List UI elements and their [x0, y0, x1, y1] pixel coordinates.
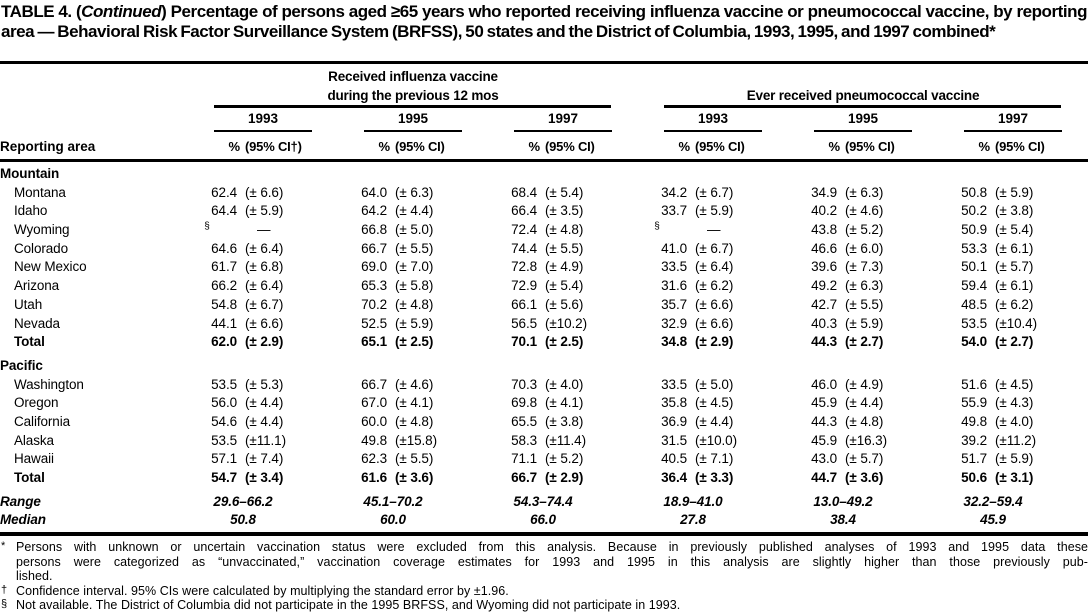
- table-row-montana: [0, 184, 1088, 203]
- percent-value: 62.0: [211, 334, 237, 350]
- percent-value: 40.3: [811, 315, 837, 331]
- confidence-interval: (± 4.6): [395, 376, 434, 392]
- percent-value: 34.2: [661, 184, 687, 200]
- table-header: [0, 61, 1088, 162]
- confidence-interval: (± 5.4): [995, 222, 1034, 238]
- confidence-interval: (± 4.5): [995, 376, 1034, 392]
- year-underline: [514, 130, 612, 132]
- footnote: [0, 584, 1088, 599]
- percent-value: 74.4: [511, 240, 537, 256]
- confidence-interval: (± 2.9): [245, 334, 284, 350]
- confidence-interval: (± 5.9): [395, 315, 434, 331]
- confidence-interval: (± 5.9): [695, 203, 734, 219]
- row-label: Washington: [14, 376, 84, 392]
- percent-column-header: %: [228, 139, 240, 154]
- percent-value: 60.0: [361, 413, 387, 429]
- stat-value: 29.6–66.2: [213, 493, 273, 509]
- confidence-interval: (± 6.6): [695, 296, 734, 312]
- influenza-group-line2: during the previous 12 mos: [327, 88, 499, 103]
- percent-value: 50.1: [961, 259, 987, 275]
- confidence-interval: (± 6.1): [995, 278, 1034, 294]
- confidence-interval: (± 5.0): [395, 222, 434, 238]
- percent-value: 34.9: [811, 184, 837, 200]
- confidence-interval: (± 5.7): [995, 259, 1034, 275]
- percent-value: 68.4: [511, 184, 537, 200]
- percent-value: 44.3: [811, 334, 837, 350]
- row-label: Total: [14, 334, 45, 350]
- percent-value: 36.4: [661, 470, 687, 485]
- percent-value: 31.5: [661, 432, 687, 448]
- table-row-total: [0, 333, 1088, 352]
- title-text-prefix: TABLE 4. (: [1, 2, 82, 21]
- confidence-interval: (± 5.9): [845, 315, 884, 331]
- confidence-interval: (± 2.7): [845, 334, 884, 350]
- confidence-interval: (± 6.2): [995, 296, 1034, 312]
- table-row-arizona: [0, 277, 1088, 296]
- confidence-interval: (± 6.0): [845, 240, 884, 256]
- footnotes: [0, 536, 1088, 613]
- percent-value: 59.4: [961, 278, 987, 294]
- year-underline: [814, 130, 912, 132]
- percent-value: 51.7: [961, 451, 987, 467]
- row-label: Idaho: [14, 203, 48, 219]
- percent-value: 70.2: [361, 296, 387, 312]
- percent-value: 71.1: [511, 451, 537, 467]
- year-underline: [364, 130, 462, 132]
- row-label: Montana: [14, 184, 66, 200]
- confidence-interval: (±11.2): [995, 432, 1036, 448]
- percent-value: 51.6: [961, 376, 987, 392]
- table-row-wyoming: [0, 221, 1088, 240]
- influenza-group-header: [188, 67, 638, 105]
- table-title: [0, 0, 1088, 61]
- confidence-interval: (± 4.1): [395, 395, 434, 411]
- confidence-interval: (± 4.8): [845, 413, 884, 429]
- stat-value: 27.8: [680, 512, 706, 528]
- year-header: 1995: [847, 111, 879, 126]
- confidence-interval: (± 3.6): [395, 470, 434, 485]
- row-label: Hawaii: [14, 451, 54, 467]
- confidence-interval: (± 6.1): [995, 240, 1034, 256]
- top-rule: [0, 61, 1088, 64]
- confidence-interval: (± 6.7): [695, 240, 734, 256]
- year-header: 1997: [997, 111, 1029, 126]
- stat-value: 60.0: [380, 512, 406, 528]
- percent-value: 35.7: [661, 296, 687, 312]
- footnote-line: Persons with unknown or uncertain vaccination status were excluded from this analysis. Because in previously published analyses of 1993 and 1995 data these: [16, 540, 1088, 555]
- confidence-interval: (± 5.2): [545, 451, 584, 467]
- confidence-interval: (± 4.0): [995, 413, 1034, 429]
- footnote-line: Confidence interval. 95% CIs were calculated by multiplying the standard error by ±1.96.: [16, 583, 509, 598]
- reporting-area-header: Reporting area: [0, 139, 96, 154]
- stat-value: 54.3–74.4: [513, 493, 573, 509]
- table-row-pacific: [0, 357, 1088, 376]
- percent-value: 33.5: [661, 376, 687, 392]
- percent-value: 31.6: [661, 278, 687, 294]
- ci-column-header: (95% CI): [695, 139, 745, 154]
- percent-value: 44.1: [211, 315, 237, 331]
- percent-value: 54.8: [211, 296, 237, 312]
- percent-value: 61.7: [211, 259, 237, 275]
- confidence-interval: (± 4.4): [695, 413, 734, 429]
- row-label: Pacific: [0, 357, 43, 373]
- percent-value: 41.0: [661, 240, 687, 256]
- percent-value: 54.6: [211, 413, 237, 429]
- stat-value: 38.4: [830, 512, 856, 528]
- confidence-interval: (± 7.3): [845, 259, 884, 275]
- row-label: California: [14, 413, 71, 429]
- confidence-interval: (± 5.4): [545, 278, 584, 294]
- ci-column-header: (95% CI): [995, 139, 1045, 154]
- confidence-interval: (± 5.5): [545, 240, 584, 256]
- confidence-interval: (± 5.5): [395, 451, 434, 467]
- confidence-interval: (± 4.8): [545, 222, 584, 238]
- percent-value: 33.7: [661, 203, 687, 219]
- confidence-interval: (± 5.3): [245, 376, 284, 392]
- percent-value: 56.5: [511, 315, 537, 331]
- confidence-interval: (±10.0): [695, 432, 737, 448]
- ci-column-header: (95% CI†): [245, 139, 302, 154]
- percent-value: 53.5: [211, 376, 237, 392]
- percent-value: 43.0: [811, 451, 837, 467]
- confidence-interval: (± 6.4): [245, 278, 284, 294]
- row-label: Median: [0, 512, 46, 528]
- percent-value: 61.6: [361, 470, 387, 485]
- percent-value: 45.9: [811, 395, 837, 411]
- percent-value: 53.5: [961, 315, 987, 331]
- year-header: 1993: [247, 111, 279, 126]
- confidence-interval: (± 2.5): [545, 334, 584, 350]
- percent-value: 33.5: [661, 259, 687, 275]
- percent-value: 39.2: [961, 432, 987, 448]
- percent-value: 66.7: [361, 240, 387, 256]
- confidence-interval: (± 6.8): [245, 259, 284, 275]
- percent-value: 70.1: [511, 334, 537, 350]
- row-label: Utah: [14, 296, 43, 312]
- ci-column-header: (95% CI): [845, 139, 895, 154]
- percent-value: 44.3: [811, 413, 837, 429]
- confidence-interval: (± 3.8): [995, 203, 1034, 219]
- continued-label: Continued: [81, 2, 162, 21]
- confidence-interval: (±15.8): [395, 432, 437, 448]
- percent-value: 48.5: [961, 296, 987, 312]
- row-label: Alaska: [14, 432, 54, 448]
- percent-value: 66.4: [511, 203, 537, 219]
- percent-value: 66.2: [211, 278, 237, 294]
- influenza-group-line1: Received influenza vaccine: [328, 69, 498, 84]
- percent-value: 66.7: [361, 376, 387, 392]
- percent-value: 72.8: [511, 259, 537, 275]
- percent-value: 72.4: [511, 222, 537, 238]
- confidence-interval: (± 5.9): [995, 451, 1034, 467]
- confidence-interval: (± 5.9): [245, 203, 284, 219]
- pneumococcal-group-line1: Ever received pneumococcal vaccine: [746, 88, 980, 103]
- table-row-oregon: [0, 394, 1088, 413]
- percent-value: 35.8: [661, 395, 687, 411]
- confidence-interval: (± 6.3): [395, 184, 434, 200]
- percent-value: 54.0: [961, 334, 987, 350]
- confidence-interval: (± 6.2): [695, 278, 734, 294]
- table-row-total: [0, 469, 1088, 488]
- confidence-interval: (± 4.1): [545, 395, 584, 411]
- row-label: Nevada: [14, 315, 60, 331]
- confidence-interval: (± 4.4): [395, 203, 434, 219]
- row-label: Arizona: [14, 278, 60, 294]
- table-row-hawaii: [0, 450, 1088, 469]
- percent-value: 50.6: [961, 470, 987, 485]
- percent-value: 72.9: [511, 278, 537, 294]
- influenza-group-underline: [214, 105, 611, 108]
- stat-value: 13.0–49.2: [813, 493, 873, 509]
- confidence-interval: (± 5.8): [395, 278, 434, 294]
- confidence-interval: (±10.2): [545, 315, 587, 331]
- confidence-interval: (± 2.9): [695, 334, 734, 350]
- confidence-interval: (± 4.4): [245, 413, 284, 429]
- confidence-interval: (± 6.6): [245, 184, 284, 200]
- pneumococcal-group-underline: [664, 105, 1061, 108]
- percent-value: 32.9: [661, 315, 687, 331]
- table-row-alaska: [0, 432, 1088, 451]
- stat-value: 66.0: [530, 512, 556, 528]
- confidence-interval: (± 6.6): [245, 315, 284, 331]
- confidence-interval: (± 5.7): [845, 451, 884, 467]
- ci-column-header: (95% CI): [545, 139, 595, 154]
- percent-value: 62.4: [211, 184, 237, 200]
- stat-value: 50.8: [230, 512, 256, 528]
- footnote-line: persons were categorized as “unvaccinated,” vaccination coverage estimates for 1993 and 1995 in this analysis are slightly higher than those previously pub-: [16, 554, 1088, 569]
- row-label: New Mexico: [14, 259, 87, 275]
- confidence-interval: (± 5.6): [545, 296, 584, 312]
- percent-value: 69.0: [361, 259, 387, 275]
- table-row-colorado: [0, 240, 1088, 259]
- percent-value: §: [204, 221, 210, 233]
- confidence-interval: —: [707, 222, 721, 238]
- table-row-nevada: [0, 315, 1088, 334]
- footnote-line: Not available. The District of Columbia did not participate in the 1995 BRFSS, and Wyoming did not participate in 1993.: [16, 598, 681, 613]
- percent-value: 65.3: [361, 278, 387, 294]
- footnote-marker: †: [1, 583, 8, 596]
- confidence-interval: (± 3.6): [845, 470, 884, 485]
- confidence-interval: (± 6.4): [695, 259, 734, 275]
- confidence-interval: (± 3.1): [995, 470, 1034, 485]
- confidence-interval: (± 2.7): [995, 334, 1034, 350]
- percent-value: 50.9: [961, 222, 987, 238]
- confidence-interval: (± 7.4): [245, 451, 284, 467]
- confidence-interval: (± 5.9): [995, 184, 1034, 200]
- year-header: 1993: [697, 111, 729, 126]
- table-row-california: [0, 413, 1088, 432]
- percent-value: 65.5: [511, 413, 537, 429]
- percent-value: 57.1: [211, 451, 237, 467]
- percent-value: 50.2: [961, 203, 987, 219]
- confidence-interval: (± 3.8): [545, 413, 584, 429]
- percent-value: 56.0: [211, 395, 237, 411]
- percent-value: 53.3: [961, 240, 987, 256]
- percent-value: 49.2: [811, 278, 837, 294]
- table-row-range: [0, 493, 1088, 512]
- confidence-interval: (± 4.8): [395, 296, 434, 312]
- row-label: Oregon: [14, 395, 59, 411]
- percent-value: 42.7: [811, 296, 837, 312]
- percent-value: 45.9: [811, 432, 837, 448]
- confidence-interval: (± 6.7): [245, 296, 284, 312]
- percent-value: 40.5: [661, 451, 687, 467]
- title-text: ) Percentage of persons aged ≥65 years who reported receiving influenza vaccine or pneumococcal vaccine, by reporting area — Behavioral Risk Factor Surveillance System (BRFSS), 50 states and the District of Columbia, 1993, 1995, and 1997 combined*: [1, 2, 1088, 41]
- percent-value: 49.8: [361, 432, 387, 448]
- percent-column-header: %: [378, 139, 390, 154]
- percent-value: 54.7: [211, 470, 237, 485]
- percent-value: 44.7: [811, 470, 837, 485]
- percent-value: 49.8: [961, 413, 987, 429]
- confidence-interval: (± 5.5): [845, 296, 884, 312]
- stat-value: 32.2–59.4: [963, 493, 1023, 509]
- percent-value: 64.4: [211, 203, 237, 219]
- confidence-interval: (± 6.6): [695, 315, 734, 331]
- confidence-interval: (± 2.9): [545, 470, 584, 485]
- table-row-idaho: [0, 202, 1088, 221]
- percent-value: 34.8: [661, 334, 687, 350]
- year-header: 1997: [547, 111, 579, 126]
- confidence-interval: (± 4.9): [545, 259, 584, 275]
- percent-column-header: %: [978, 139, 990, 154]
- confidence-interval: —: [257, 222, 271, 238]
- year-underline: [664, 130, 762, 132]
- confidence-interval: (± 4.8): [395, 413, 434, 429]
- confidence-interval: (± 5.4): [545, 184, 584, 200]
- percent-value: 62.3: [361, 451, 387, 467]
- confidence-interval: (±11.4): [545, 432, 586, 448]
- percent-value: 52.5: [361, 315, 387, 331]
- row-label: Wyoming: [14, 222, 70, 238]
- confidence-interval: (± 3.4): [245, 470, 284, 485]
- percent-value: 69.8: [511, 395, 537, 411]
- table-row-new-mexico: [0, 258, 1088, 277]
- percent-column-header: %: [828, 139, 840, 154]
- confidence-interval: (± 6.3): [845, 184, 884, 200]
- year-header: 1995: [397, 111, 429, 126]
- table-row-washington: [0, 376, 1088, 395]
- confidence-interval: (± 4.6): [845, 203, 884, 219]
- footnote: [0, 598, 1088, 613]
- confidence-interval: (± 6.7): [695, 184, 734, 200]
- confidence-interval: (± 7.1): [695, 451, 734, 467]
- percent-value: 66.7: [511, 470, 537, 485]
- percent-value: 65.1: [361, 334, 387, 350]
- year-underline: [214, 130, 312, 132]
- percent-value: 46.6: [811, 240, 837, 256]
- percent-value: 53.5: [211, 432, 237, 448]
- percent-value: 64.0: [361, 184, 387, 200]
- table-row-median: [0, 511, 1088, 530]
- stat-value: 45.1–70.2: [363, 493, 423, 509]
- confidence-interval: (± 4.5): [695, 395, 734, 411]
- percent-value: 66.8: [361, 222, 387, 238]
- confidence-interval: (±11.1): [245, 432, 286, 448]
- percent-value: 50.8: [961, 184, 987, 200]
- percent-value: 55.9: [961, 395, 987, 411]
- footnote-marker: *: [1, 540, 6, 553]
- percent-column-header: %: [528, 139, 540, 154]
- percent-column-header: %: [678, 139, 690, 154]
- row-label: Colorado: [14, 240, 68, 256]
- percent-value: §: [654, 221, 660, 233]
- stat-value: 18.9–41.0: [663, 493, 723, 509]
- confidence-interval: (± 4.0): [545, 376, 584, 392]
- footnote-line: lished.: [16, 569, 53, 584]
- confidence-interval: (± 6.4): [245, 240, 284, 256]
- percent-value: 39.6: [811, 259, 837, 275]
- confidence-interval: (± 4.3): [995, 395, 1034, 411]
- table-body: [0, 162, 1088, 530]
- stat-value: 45.9: [980, 512, 1006, 528]
- percent-value: 67.0: [361, 395, 387, 411]
- confidence-interval: (± 4.9): [845, 376, 884, 392]
- ci-column-header: (95% CI): [395, 139, 445, 154]
- confidence-interval: (± 3.3): [695, 470, 734, 485]
- percent-value: 36.9: [661, 413, 687, 429]
- row-label: Total: [14, 470, 45, 485]
- percent-value: 58.3: [511, 432, 537, 448]
- percent-value: 46.0: [811, 376, 837, 392]
- percent-value: 40.2: [811, 203, 837, 219]
- footnote: [0, 540, 1088, 584]
- table-row-utah: [0, 296, 1088, 315]
- confidence-interval: (± 5.5): [395, 240, 434, 256]
- confidence-interval: (±16.3): [845, 432, 887, 448]
- row-label: Mountain: [0, 166, 60, 181]
- confidence-interval: (± 3.5): [545, 203, 584, 219]
- confidence-interval: (± 2.5): [395, 334, 434, 350]
- footnote-marker: §: [1, 598, 8, 611]
- confidence-interval: (± 4.4): [245, 395, 284, 411]
- confidence-interval: (± 6.3): [845, 278, 884, 294]
- percent-value: 43.8: [811, 222, 837, 238]
- confidence-interval: (± 5.0): [695, 376, 734, 392]
- confidence-interval: (± 4.4): [845, 395, 884, 411]
- confidence-interval: (±10.4): [995, 315, 1037, 331]
- year-underline: [964, 130, 1062, 132]
- header-bottom-rule: [0, 159, 1088, 162]
- table-row-mountain: [0, 165, 1088, 184]
- percent-value: 70.3: [511, 376, 537, 392]
- pneumococcal-group-header: [638, 86, 1088, 105]
- percent-value: 66.1: [511, 296, 537, 312]
- confidence-interval: (± 7.0): [395, 259, 434, 275]
- row-label: Range: [0, 493, 41, 509]
- percent-value: 64.6: [211, 240, 237, 256]
- percent-value: 64.2: [361, 203, 387, 219]
- confidence-interval: (± 5.2): [845, 222, 884, 238]
